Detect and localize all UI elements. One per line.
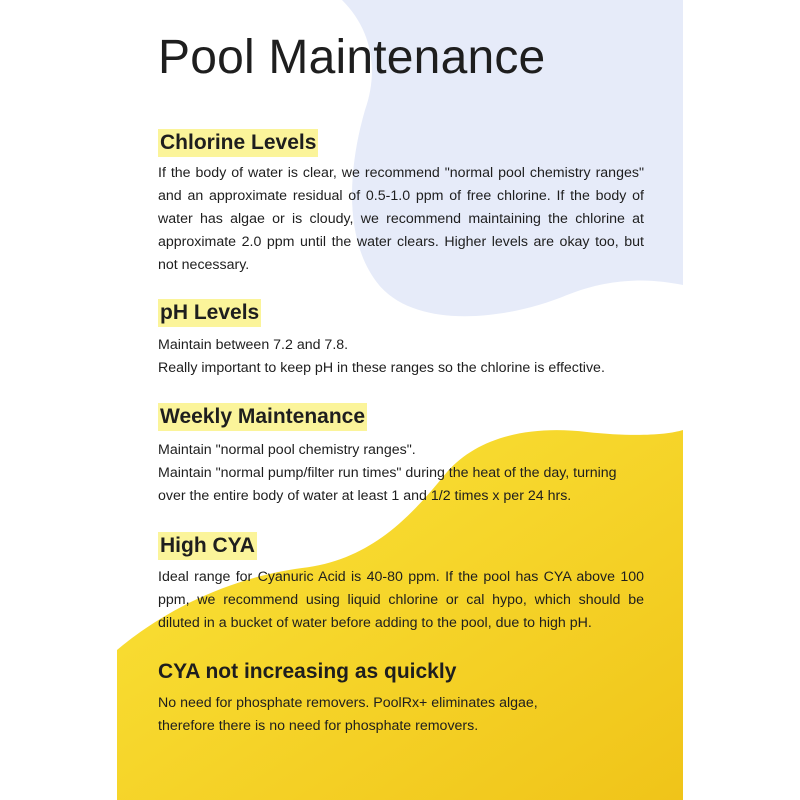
chlorine-levels-text bbox=[158, 162, 644, 277]
heading-chlorine-levels: Chlorine Levels bbox=[158, 129, 318, 157]
heading-ph-levels: pH Levels bbox=[158, 299, 261, 327]
cya-not-increasing-text bbox=[158, 692, 644, 738]
paragraph-line: Maintain "normal pool chemistry ranges". bbox=[158, 442, 416, 458]
heading-high-cya: High CYA bbox=[158, 532, 257, 560]
paragraph-line: If the body of water is clear, we recommend "normal pool chemistry ranges" and an approximate residual of 0.5-1.0 ppm of free chlorine. If the body of water has algae or is cloudy, we recommend maintaining the chlorine at approximate 2.0 ppm until the water clears. Higher levels are okay too, but not necessary. bbox=[158, 165, 644, 273]
page-title: Pool Maintenance bbox=[158, 31, 546, 84]
weekly-maintenance-text bbox=[158, 439, 644, 508]
heading-cya-not-increasing: CYA not increasing as quickly bbox=[158, 660, 457, 683]
heading-weekly-maintenance: Weekly Maintenance bbox=[158, 403, 367, 431]
paragraph-line: therefore there is no need for phosphate removers. bbox=[158, 718, 479, 734]
high-cya-text bbox=[158, 566, 644, 635]
ph-levels-text bbox=[158, 334, 644, 380]
paragraph-line: Ideal range for Cyanuric Acid is 40-80 ppm. If the pool has CYA above 100 ppm, we recommend using liquid chlorine or cal hypo, which should be diluted in a bucket of water before adding to the pool, due to high pH. bbox=[158, 569, 644, 631]
paragraph-line: Really important to keep pH in these ranges so the chlorine is effective. bbox=[158, 360, 605, 376]
document-page bbox=[117, 0, 683, 800]
paragraph-line: Maintain between 7.2 and 7.8. bbox=[158, 337, 349, 353]
paragraph-line: Maintain "normal pump/filter run times" during the heat of the day, turning over the entire body of water at least 1 and 1/2 times x per 24 hrs. bbox=[158, 465, 617, 504]
paragraph-line: No need for phosphate removers. PoolRx+ eliminates algae, bbox=[158, 695, 538, 711]
